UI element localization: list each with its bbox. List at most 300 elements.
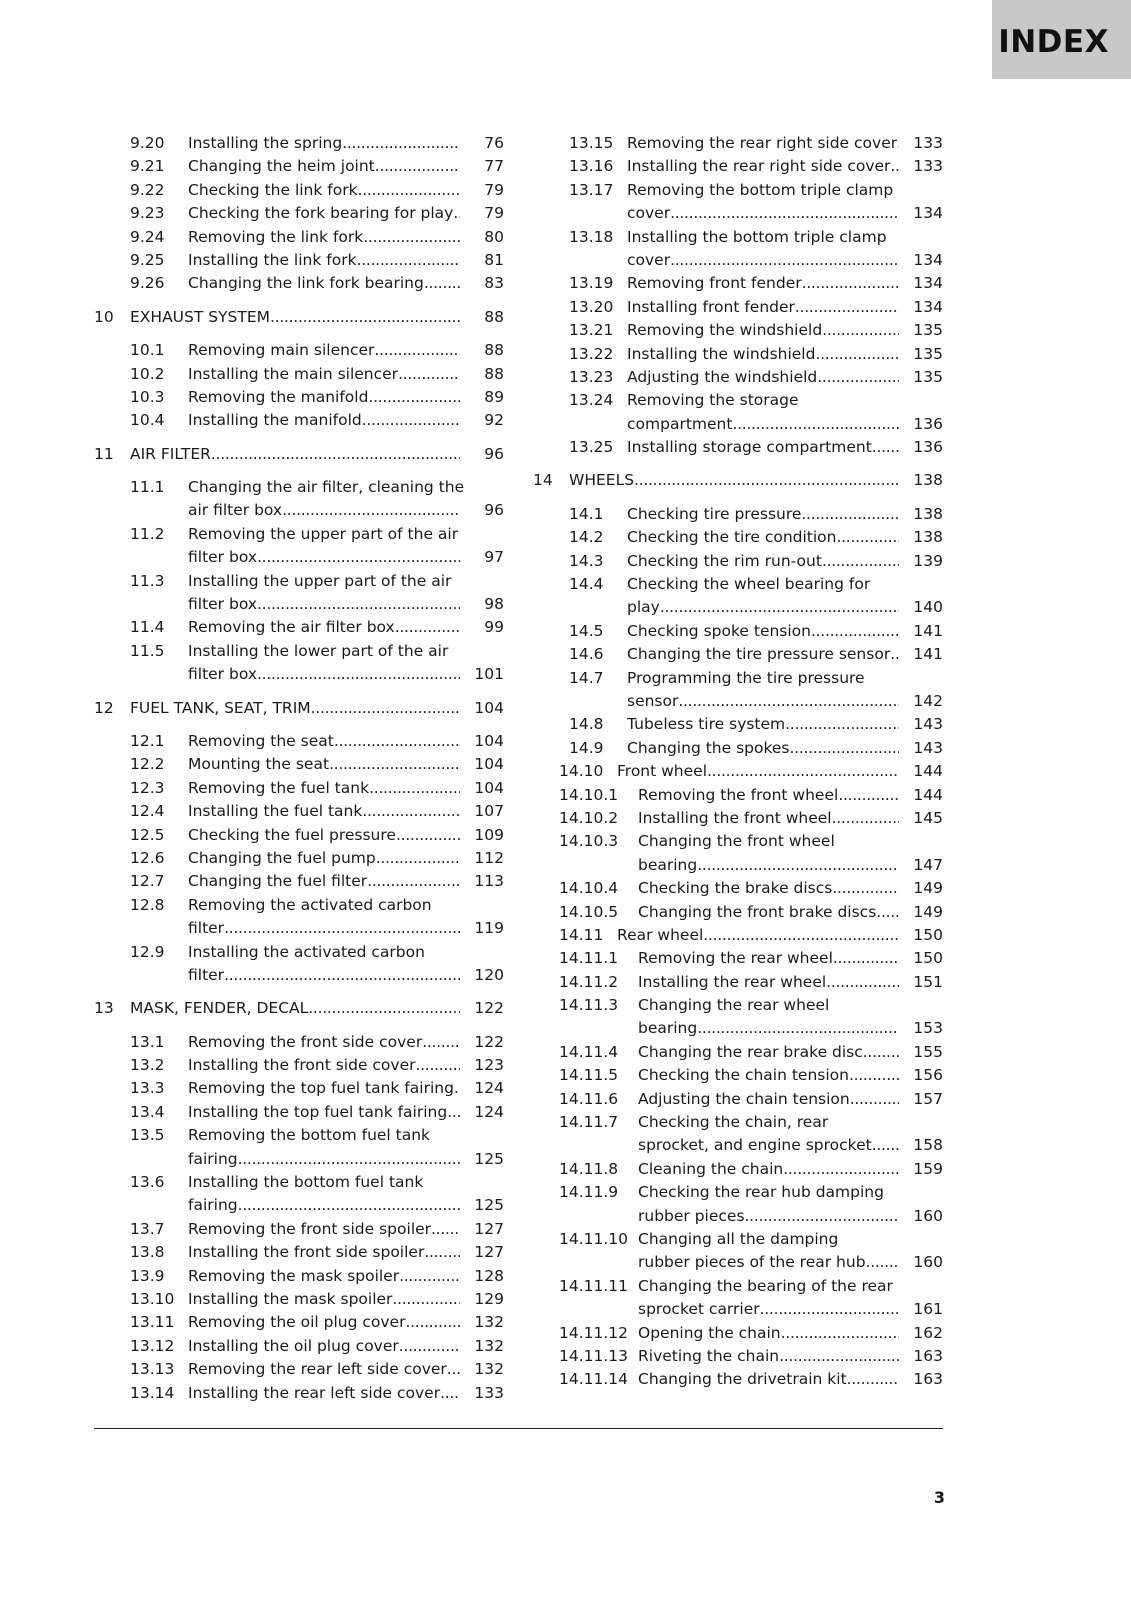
- toc-entry[interactable]: [94, 179, 504, 202]
- toc-entry-number: 13.25: [569, 438, 614, 457]
- toc-entry-page: 80: [484, 227, 504, 246]
- toc-entry-number: 14.11.9: [559, 1183, 619, 1202]
- toc-entry-page: 122: [474, 1032, 504, 1051]
- toc-entry[interactable]: [533, 760, 943, 783]
- toc-entry[interactable]: [533, 1041, 943, 1064]
- toc-entry[interactable]: [94, 409, 504, 432]
- toc-entry[interactable]: [533, 737, 943, 760]
- toc-entry-page: 96: [484, 501, 504, 520]
- toc-entry[interactable]: [533, 1088, 943, 1111]
- dot-leader: [308, 997, 460, 1020]
- toc-entry[interactable]: [94, 1335, 504, 1358]
- dot-leader: [224, 917, 460, 940]
- dot-leader: [238, 1148, 460, 1171]
- toc-entry-number: 12.9: [130, 942, 165, 961]
- toc-entry-page: 133: [474, 1383, 504, 1402]
- toc-entry[interactable]: [94, 132, 504, 155]
- toc-entry-title: Installing the rear left side cover: [188, 1383, 441, 1402]
- dot-leader: [732, 413, 899, 436]
- toc-entry-title: Changing the heim joint: [188, 157, 375, 176]
- toc-entry[interactable]: [533, 1368, 943, 1391]
- toc-entry-title: Removing the link fork: [188, 227, 364, 246]
- dot-leader: [362, 409, 460, 432]
- toc-entry-title: Installing the front side spoiler: [188, 1243, 425, 1262]
- toc-chapter[interactable]: [94, 306, 504, 329]
- toc-entry-title: Removing the windshield: [627, 321, 823, 340]
- toc-entry-title-continued: cover: [627, 250, 671, 269]
- dot-leader: [398, 363, 460, 386]
- toc-entry-title: Front wheel: [617, 762, 708, 781]
- toc-entry-number: 14.9: [569, 738, 604, 757]
- toc-entry-title: Adjusting the windshield: [627, 367, 818, 386]
- toc-entry-title: Removing the bottom triple clamp: [627, 180, 894, 199]
- toc-entry[interactable]: [533, 436, 943, 459]
- toc-entry-page: 150: [913, 949, 943, 968]
- toc-entry-title: Removing the rear left side cover: [188, 1360, 447, 1379]
- dot-leader: [447, 1101, 460, 1124]
- toc-entry-title-continued: filter box: [188, 665, 258, 684]
- dot-leader: [369, 777, 460, 800]
- dot-leader: [745, 1205, 899, 1228]
- toc-entry-title: Changing the front wheel: [638, 832, 835, 851]
- toc-entry[interactable]: [533, 179, 943, 226]
- toc-entry[interactable]: [94, 640, 504, 687]
- toc-entry-title: Checking the fork bearing for play: [188, 204, 454, 223]
- dot-leader: [453, 202, 460, 225]
- dot-leader: [678, 690, 899, 713]
- toc-entry-title: Adjusting the chain tension: [638, 1089, 850, 1108]
- toc-entry-title-continued: cover: [627, 204, 671, 223]
- toc-entry-number: 11.4: [130, 618, 165, 637]
- dot-leader: [847, 1368, 899, 1391]
- toc-entry-number: 13.8: [130, 1243, 165, 1262]
- toc-entry-number: 14.11.11: [559, 1276, 629, 1295]
- toc-entry[interactable]: [533, 1345, 943, 1368]
- toc-entry[interactable]: [94, 894, 504, 941]
- toc-entry-number: 13.17: [569, 180, 614, 199]
- toc-entry-title: Removing main silencer: [188, 341, 375, 360]
- toc-entry-number: 14.11.3: [559, 996, 619, 1015]
- toc-entry-title: Installing storage compartment: [627, 438, 872, 457]
- toc-entry-title: WHEELS: [569, 471, 635, 490]
- toc-entry-title: Installing the upper part of the air: [188, 571, 452, 590]
- toc-entry[interactable]: [533, 807, 943, 830]
- toc-entry-title-continued: compartment: [627, 414, 733, 433]
- toc-entry-title-continued: filter box: [188, 548, 258, 567]
- toc-entry-page: 161: [913, 1300, 943, 1319]
- toc-entry-number: 14.11.14: [559, 1370, 629, 1389]
- toc-entry-number: 13.24: [569, 391, 614, 410]
- toc-entry-page: 136: [913, 414, 943, 433]
- toc-entry[interactable]: [533, 226, 943, 273]
- toc-entry-page: 163: [913, 1370, 943, 1389]
- toc-entry-number: 12: [94, 698, 114, 717]
- toc-entry[interactable]: [533, 1181, 943, 1228]
- toc-entry[interactable]: [533, 272, 943, 295]
- toc-entry[interactable]: [533, 901, 943, 924]
- toc-entry[interactable]: [94, 1265, 504, 1288]
- toc-entry-title: Removing the front side cover: [188, 1032, 423, 1051]
- toc-entry-number: 9.23: [130, 204, 165, 223]
- toc-entry[interactable]: [94, 777, 504, 800]
- toc-entry-title: Removing the fuel tank: [188, 778, 370, 797]
- toc-entry[interactable]: [533, 550, 943, 573]
- toc-entry-number: 12.5: [130, 825, 165, 844]
- toc-entry-title: Checking the brake discs: [638, 879, 833, 898]
- toc-entry-title: EXHAUST SYSTEM: [130, 307, 271, 326]
- toc-entry[interactable]: [533, 503, 943, 526]
- toc-entry[interactable]: [94, 870, 504, 893]
- toc-entry-number: 13.14: [130, 1383, 175, 1402]
- dot-leader: [781, 1322, 899, 1345]
- index-tab: [992, 0, 1131, 79]
- toc-entry-title-continued: rubber pieces of the rear hub: [638, 1253, 866, 1272]
- toc-entry[interactable]: [94, 1218, 504, 1241]
- toc-entry[interactable]: [94, 1031, 504, 1054]
- toc-entry-number: 13.22: [569, 344, 614, 363]
- toc-entry[interactable]: [533, 319, 943, 342]
- toc-entry[interactable]: [94, 800, 504, 823]
- dot-leader: [238, 1194, 460, 1217]
- toc-entry[interactable]: [94, 1077, 504, 1100]
- toc-entry-page: 104: [474, 698, 504, 717]
- toc-entry[interactable]: [533, 667, 943, 714]
- toc-entry-title: Installing the fuel tank: [188, 802, 363, 821]
- toc-entry-title: Checking the wheel bearing for: [627, 575, 871, 594]
- toc-entry-number: 12.4: [130, 802, 165, 821]
- toc-entry-title: Removing the mask spoiler: [188, 1266, 400, 1285]
- toc-entry-title: Changing the rear wheel: [638, 996, 830, 1015]
- dot-leader: [866, 1251, 899, 1274]
- toc-entry-number: 12.7: [130, 872, 165, 891]
- toc-entry[interactable]: [533, 366, 943, 389]
- toc-entry[interactable]: [94, 824, 504, 847]
- toc-entry[interactable]: [94, 1054, 504, 1077]
- toc-entry-page: 112: [474, 848, 504, 867]
- toc-entry-title: Installing front fender: [627, 297, 795, 316]
- toc-entry-title: Checking the tire condition: [627, 528, 837, 547]
- dot-leader: [826, 971, 899, 994]
- toc-entry-title: Removing front fender: [627, 274, 802, 293]
- toc-entry-page: 79: [484, 180, 504, 199]
- toc-entry[interactable]: [533, 526, 943, 549]
- toc-chapter[interactable]: [533, 469, 943, 492]
- toc-entry-number: 13.2: [130, 1056, 165, 1075]
- toc-entry[interactable]: [94, 753, 504, 776]
- toc-entry-page: 134: [913, 204, 943, 223]
- toc-entry[interactable]: [533, 643, 943, 666]
- dot-leader: [424, 1241, 460, 1264]
- dot-leader: [257, 663, 460, 686]
- toc-entry-title: Programming the tire pressure: [627, 668, 865, 687]
- toc-entry-page: 156: [913, 1066, 943, 1085]
- toc-entry-page: 139: [913, 551, 943, 570]
- toc-entry[interactable]: [94, 847, 504, 870]
- toc-entry[interactable]: [94, 1311, 504, 1334]
- toc-entry-number: 13.5: [130, 1126, 165, 1145]
- toc-entry-number: 13.1: [130, 1032, 165, 1051]
- toc-entry-page: 138: [913, 471, 943, 490]
- dot-leader: [833, 947, 899, 970]
- toc-entry-number: 14.4: [569, 575, 604, 594]
- toc-entry-title: Changing all the damping: [638, 1229, 839, 1248]
- toc-entry-title: Installing the oil plug cover: [188, 1336, 399, 1355]
- toc-entry-title: Changing the spokes: [627, 738, 790, 757]
- toc-entry-number: 13.12: [130, 1336, 175, 1355]
- toc-entry[interactable]: [94, 616, 504, 639]
- toc-chapter[interactable]: [94, 443, 504, 466]
- toc-entry[interactable]: [94, 570, 504, 617]
- toc-column-right: [533, 132, 943, 1392]
- toc-entry-title: Checking the link fork: [188, 180, 358, 199]
- dot-leader: [815, 343, 899, 366]
- dot-leader: [811, 620, 899, 643]
- toc-entry-title-continued: rubber pieces: [638, 1206, 745, 1225]
- toc-entry-number: 10.2: [130, 364, 165, 383]
- dot-leader: [224, 964, 460, 987]
- toc-entry-title: Removing the activated carbon: [188, 895, 432, 914]
- toc-entry-number: 14.11.2: [559, 972, 619, 991]
- toc-chapter[interactable]: [94, 697, 504, 720]
- toc-entry[interactable]: [533, 830, 943, 877]
- dot-leader: [282, 499, 460, 522]
- toc-entry-title: Installing the link fork: [188, 250, 357, 269]
- toc-entry-number: 11.2: [130, 524, 165, 543]
- toc-entry[interactable]: [94, 1288, 504, 1311]
- toc-entry-number: 10.3: [130, 387, 165, 406]
- toc-entry-page: 150: [913, 925, 943, 944]
- toc-entry-page: 122: [474, 999, 504, 1018]
- dot-leader: [440, 1382, 460, 1405]
- toc-entry-number: 14.10.4: [559, 879, 619, 898]
- toc-entry[interactable]: [533, 971, 943, 994]
- toc-entry-page: 134: [913, 274, 943, 293]
- toc-entry-number: 11.1: [130, 478, 165, 497]
- dot-leader: [424, 272, 460, 295]
- toc-entry-title: Installing the spring: [188, 134, 343, 152]
- toc-entry-title: Installing the activated carbon: [188, 942, 425, 961]
- toc-entry-page: 88: [484, 307, 504, 326]
- dot-leader: [416, 1054, 461, 1077]
- dot-leader: [822, 319, 899, 342]
- toc-entry-number: 14.10.2: [559, 808, 619, 827]
- toc-entry-page: 128: [474, 1266, 504, 1285]
- toc-entry-number: 13.23: [569, 367, 614, 386]
- toc-entry-page: 113: [474, 872, 504, 891]
- toc-entry[interactable]: [94, 941, 504, 988]
- toc-entry-page: 135: [913, 321, 943, 340]
- dot-leader: [783, 1158, 899, 1181]
- toc-entry[interactable]: [533, 924, 943, 947]
- toc-entry-title: Changing the fuel filter: [188, 872, 368, 891]
- toc-entry-page: 79: [484, 204, 504, 223]
- dot-leader: [211, 443, 460, 466]
- toc-entry[interactable]: [94, 523, 504, 570]
- toc-entry-title: Changing the tire pressure sensor: [627, 645, 891, 664]
- toc-entry-page: 144: [913, 785, 943, 804]
- toc-entry[interactable]: [533, 1275, 943, 1322]
- toc-entry-number: 9.26: [130, 274, 165, 293]
- dot-leader: [334, 730, 460, 753]
- toc-entry-page: 104: [474, 755, 504, 774]
- toc-entry[interactable]: [94, 1101, 504, 1124]
- toc-entry[interactable]: [533, 713, 943, 736]
- toc-entry-page: 145: [913, 808, 943, 827]
- toc-entry-number: 14.11.1: [559, 949, 619, 968]
- toc-entry[interactable]: [94, 272, 504, 295]
- toc-entry[interactable]: [533, 994, 943, 1041]
- toc-entry[interactable]: [94, 249, 504, 272]
- toc-entry-title: Removing the upper part of the air: [188, 524, 459, 543]
- toc-entry[interactable]: [94, 1241, 504, 1264]
- toc-entry-title: Installing the rear right side cover: [627, 157, 891, 176]
- toc-entry-title-continued: air filter box: [188, 501, 283, 520]
- toc-entry-page: 92: [484, 411, 504, 430]
- toc-entry[interactable]: [94, 1124, 504, 1171]
- dot-leader: [837, 526, 900, 549]
- toc-entry[interactable]: [94, 1382, 504, 1405]
- toc-entry-title: Installing the bottom triple clamp: [627, 227, 887, 246]
- toc-entry[interactable]: [533, 1228, 943, 1275]
- toc-entry[interactable]: [94, 1358, 504, 1381]
- toc-entry-number: 11: [94, 444, 114, 463]
- toc-entry-number: 14.11.13: [559, 1346, 629, 1365]
- toc-entry[interactable]: [94, 363, 504, 386]
- toc-entry-number: 11.5: [130, 641, 165, 660]
- toc-entry-title-continued: filter box: [188, 595, 258, 614]
- toc-entry-number: 13.7: [130, 1219, 165, 1238]
- toc-entry-title-continued: fairing: [188, 1149, 238, 1168]
- toc-entry-page: 134: [913, 297, 943, 316]
- toc-entry-number: 13.9: [130, 1266, 165, 1285]
- dot-leader: [779, 1345, 899, 1368]
- toc-entry-page: 142: [913, 691, 943, 710]
- toc-entry-number: 10: [94, 307, 114, 326]
- toc-entry-page: 101: [474, 665, 504, 684]
- toc-entry[interactable]: [533, 343, 943, 366]
- toc-entry-page: 133: [913, 157, 943, 176]
- toc-entry-title: Cleaning the chain: [638, 1159, 784, 1178]
- toc-entry-number: 13.10: [130, 1289, 175, 1308]
- toc-entry-title: Checking the chain, rear: [638, 1113, 829, 1132]
- toc-entry-number: 9.25: [130, 250, 165, 269]
- toc-entry-number: 14.11.4: [559, 1042, 619, 1061]
- toc-entry-number: 14.11.10: [559, 1229, 629, 1248]
- toc-entry-title: Checking the chain tension: [638, 1066, 849, 1085]
- toc-entry[interactable]: [533, 1158, 943, 1181]
- toc-entry-title-continued: fairing: [188, 1196, 238, 1215]
- toc-entry-title: Changing the air filter, cleaning the: [188, 478, 465, 497]
- toc-entry[interactable]: [533, 132, 943, 155]
- toc-entry-number: 13.3: [130, 1079, 165, 1098]
- toc-entry-title: Removing the bottom fuel tank: [188, 1126, 431, 1145]
- toc-entry-page: 132: [474, 1360, 504, 1379]
- dot-leader: [311, 697, 460, 720]
- toc-entry-title: Changing the rear brake disc: [638, 1042, 863, 1061]
- dot-leader: [392, 1288, 460, 1311]
- toc-entry[interactable]: [533, 573, 943, 620]
- toc-entry-page: 134: [913, 250, 943, 269]
- toc-entry-title: FUEL TANK, SEAT, TRIM: [130, 698, 311, 717]
- toc-entry[interactable]: [94, 202, 504, 225]
- toc-entry[interactable]: [533, 1064, 943, 1087]
- toc-chapter[interactable]: [94, 997, 504, 1020]
- dot-leader: [795, 296, 899, 319]
- toc-entry[interactable]: [533, 784, 943, 807]
- toc-entry[interactable]: [533, 877, 943, 900]
- toc-entry-page: 127: [474, 1219, 504, 1238]
- toc-entry-page: 141: [913, 621, 943, 640]
- dot-leader: [374, 339, 460, 362]
- dot-leader: [399, 1265, 460, 1288]
- dot-leader: [832, 877, 899, 900]
- dot-leader: [376, 847, 460, 870]
- toc-entry-page: 143: [913, 738, 943, 757]
- toc-entry[interactable]: [94, 476, 504, 523]
- toc-entry[interactable]: [533, 155, 943, 178]
- toc-entry[interactable]: [533, 389, 943, 436]
- toc-entry[interactable]: [533, 1111, 943, 1158]
- toc-entry[interactable]: [533, 1322, 943, 1345]
- dot-leader: [872, 436, 899, 459]
- toc-entry-title: Changing the link fork bearing: [188, 274, 424, 293]
- toc-entry[interactable]: [533, 620, 943, 643]
- toc-entry-number: 12.2: [130, 755, 165, 774]
- toc-entry-page: 135: [913, 344, 943, 363]
- dot-leader: [399, 1335, 460, 1358]
- toc-entry[interactable]: [533, 947, 943, 970]
- toc-entry-title-continued: sprocket carrier: [638, 1300, 760, 1319]
- dot-leader: [396, 824, 460, 847]
- toc-entry-page: 96: [484, 444, 504, 463]
- toc-entry-title: Opening the chain: [638, 1323, 781, 1342]
- toc-entry[interactable]: [94, 339, 504, 362]
- dot-leader: [362, 800, 460, 823]
- toc-entry-number: 13.21: [569, 321, 614, 340]
- toc-entry-number: 13.11: [130, 1313, 175, 1332]
- toc-entry-title: AIR FILTER: [130, 444, 211, 463]
- dot-leader: [897, 132, 899, 155]
- dot-leader: [697, 1017, 899, 1040]
- toc-entry-page: 136: [913, 438, 943, 457]
- dot-leader: [832, 807, 899, 830]
- toc-entry-page: 104: [474, 778, 504, 797]
- toc-entry-page: 147: [913, 855, 943, 874]
- toc-entry-number: 14.3: [569, 551, 604, 570]
- toc-entry[interactable]: [94, 226, 504, 249]
- toc-entry-title: Removing the front wheel: [638, 785, 839, 804]
- toc-entry[interactable]: [94, 386, 504, 409]
- toc-entry-page: 88: [484, 341, 504, 360]
- toc-entry[interactable]: [94, 730, 504, 753]
- toc-entry[interactable]: [533, 296, 943, 319]
- toc-entry[interactable]: [94, 1171, 504, 1218]
- toc-entry-title-continued: filter: [188, 965, 225, 984]
- dot-leader: [670, 202, 899, 225]
- dot-leader: [863, 1041, 899, 1064]
- dot-leader: [817, 366, 899, 389]
- toc-entry-page: 124: [474, 1079, 504, 1098]
- dot-leader: [329, 753, 460, 776]
- toc-entry-page: 107: [474, 802, 504, 821]
- toc-entry-page: 125: [474, 1196, 504, 1215]
- toc-entry-number: 11.3: [130, 571, 165, 590]
- toc-entry[interactable]: [94, 155, 504, 178]
- toc-entry-title: Installing the bottom fuel tank: [188, 1173, 424, 1192]
- toc-entry-page: 125: [474, 1149, 504, 1168]
- toc-entry-page: 109: [474, 825, 504, 844]
- toc-entry-page: 76: [484, 134, 504, 152]
